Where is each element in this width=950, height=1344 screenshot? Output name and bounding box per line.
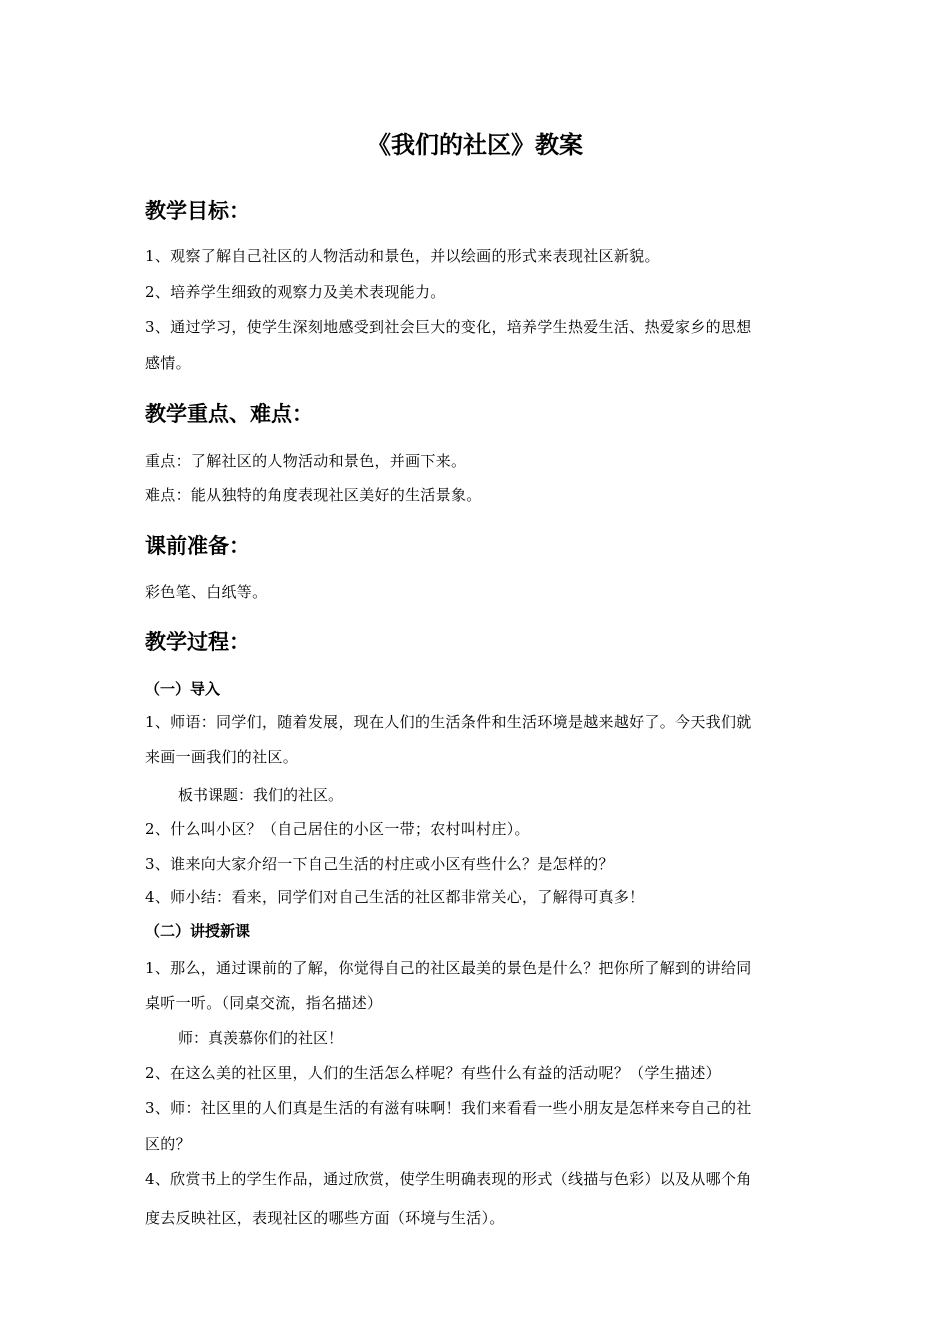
part2-line: 2、在这么美的社区里，人们的生活怎么样呢？有些什么有益的活动呢？（学生描述）: [145, 1064, 721, 1082]
part1-line: 2、什么叫小区？（自己居住的小区一带；农村叫村庄）。: [145, 820, 530, 838]
process-heading: 教学过程：: [145, 629, 250, 654]
part2-line: 4、欣赏书上的学生作品，通过欣赏，使学生明确表现的形式（线描与色彩）以及从哪个角: [145, 1170, 752, 1188]
key-point-item: 重点：了解社区的人物活动和景色，并画下来。: [145, 452, 467, 470]
key-points-heading: 教学重点、难点：: [145, 401, 313, 426]
part2-heading: （二）讲授新课: [145, 922, 251, 940]
part1-line: 来画一画我们的社区。: [145, 748, 299, 766]
objective-item-1: 1、观察了解自己社区的人物活动和景色，并以绘画的形式来表现社区新貌。: [145, 247, 660, 265]
objective-item-2: 2、培养学生细致的观察力及美术表现能力。: [145, 283, 446, 301]
part1-line: 板书课题：我们的社区。: [178, 786, 344, 804]
objective-item-3-cont: 感情。: [145, 354, 191, 372]
part2-line: 桌听一听。（同桌交流，指名描述）: [145, 994, 383, 1012]
part1-line: 4、师小结：看来，同学们对自己生活的社区都非常关心，了解得可真多！: [145, 888, 645, 906]
part2-line: 师：真羡慕你们的社区！: [178, 1029, 344, 1047]
part2-line: 3、师：社区里的人们真是生活的有滋有味啊！我们来看看一些小朋友是怎样来夸自己的社: [145, 1099, 752, 1117]
part2-line: 度去反映社区，表现社区的哪些方面（环境与生活）。: [145, 1209, 505, 1227]
preparation-item: 彩色笔、白纸等。: [145, 583, 268, 601]
preparation-heading: 课前准备：: [145, 533, 250, 558]
part1-heading: （一）导入: [145, 680, 221, 698]
document-title: 《我们的社区》教案: [367, 130, 583, 159]
part2-line: 1、那么，通过课前的了解，你觉得自己的社区最美的景色是什么？把你所了解到的讲给同: [145, 959, 752, 977]
objective-item-3: 3、通过学习，使学生深刻地感受到社会巨大的变化，培养学生热爱生活、热爱家乡的思想: [145, 318, 752, 336]
difficult-point-item: 难点：能从独特的角度表现社区美好的生活景象。: [145, 486, 482, 504]
part2-line: 区的？: [145, 1135, 191, 1153]
part1-line: 3、谁来向大家介绍一下自己生活的村庄或小区有些什么？是怎样的？: [145, 855, 614, 873]
objectives-heading: 教学目标：: [145, 198, 250, 223]
part1-line: 1、师语：同学们，随着发展，现在人们的生活条件和生活环境是越来越好了。今天我们就: [145, 713, 752, 731]
